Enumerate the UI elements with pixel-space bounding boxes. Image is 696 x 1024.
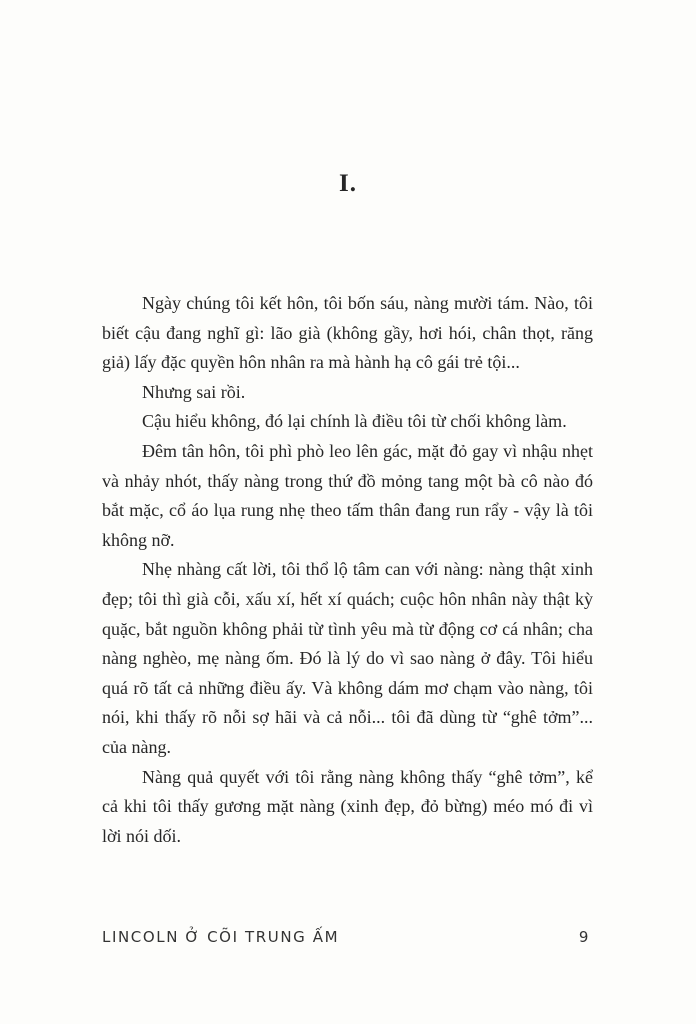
running-title: LINCOLN Ở CÕI TRUNG ẤM	[102, 928, 340, 946]
paragraph: Ngày chúng tôi kết hôn, tôi bốn sáu, nàng mười tám. Nào, tôi biết cậu đang nghĩ gì: lão già (không gầy, hơi hói, chân thọt, răng giả) lấy đặc quyền hôn nhân ra mà hành hạ cô gái trẻ tội...	[102, 293, 593, 373]
body-text	[102, 289, 593, 851]
paragraph: Nàng quả quyết với tôi rằng nàng không thấy “ghê tởm”, kể cả khi tôi thấy gương mặt nàng (xinh đẹp, đỏ bừng) méo mó đi vì lời nói dối.	[102, 766, 593, 846]
paragraph: Đêm tân hôn, tôi phì phò leo lên gác, mặt đỏ gay vì nhậu nhẹt và nhảy nhót, thấy nàng trong thứ đồ mỏng tang một bà cô nào đó bắt mặc, cổ áo lụa rung nhẹ theo tấm thân đang run rẩy - vậy là tôi không nỡ.	[102, 440, 593, 550]
chapter-heading: I.	[339, 170, 357, 197]
paragraph: Cậu hiểu không, đó lại chính là điều tôi từ chối không làm.	[142, 411, 567, 432]
page-number: 9	[578, 928, 590, 946]
paragraph: Nhưng sai rồi.	[142, 381, 246, 402]
paragraph: Nhẹ nhàng cất lời, tôi thổ lộ tâm can với nàng: nàng thật xinh đẹp; tôi thì già cỗi, xấu xí, hết xí quách; cuộc hôn nhân này thật kỳ quặc, bắt nguồn không phải từ tình yêu mà từ động cơ cá nhân; cha nàng nghèo, mẹ nàng ốm. Đó là lý do vì sao nàng ở đây. Tôi hiểu quá rõ tất cả những điều ấy. Và không dám mơ chạm vào nàng, tôi nói, khi thấy rõ nỗi sợ hãi và cả nỗi... tôi đã dùng từ “ghê tởm”... của nàng.	[102, 559, 593, 757]
